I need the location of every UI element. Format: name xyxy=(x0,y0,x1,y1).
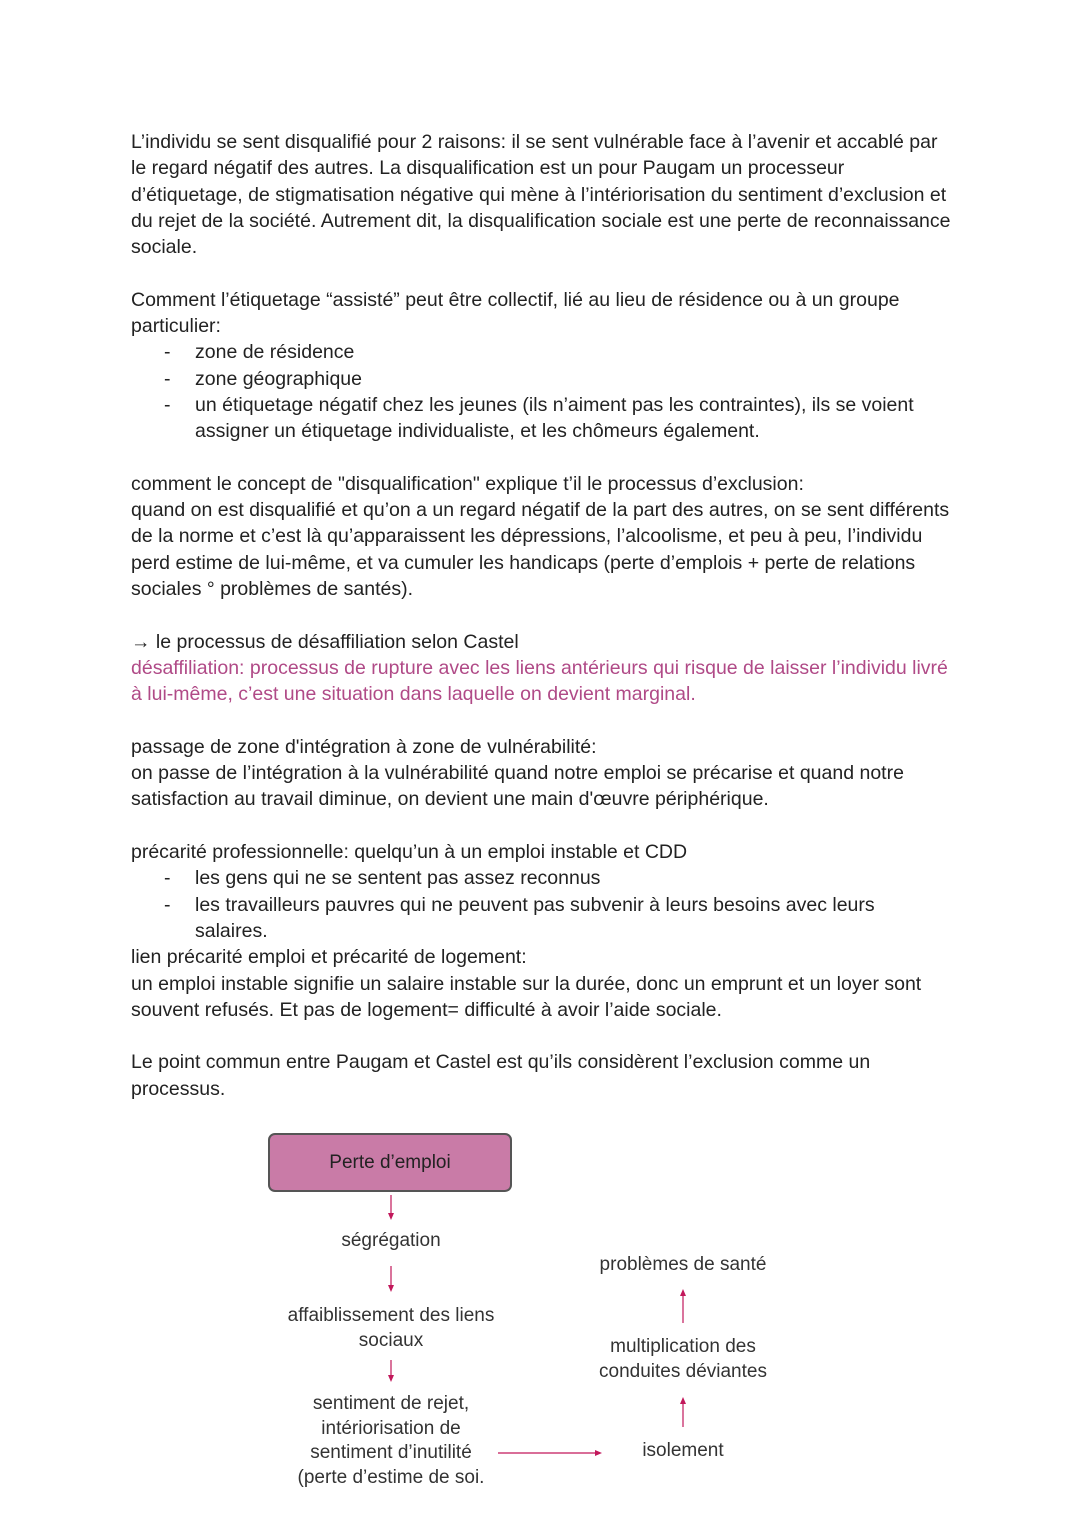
node-weakened-ties: affaiblissement des liens sociaux xyxy=(287,1305,495,1351)
start-node-label: Perte d’emploi xyxy=(329,1151,451,1173)
bullet-dash: - xyxy=(164,367,171,390)
labeling-question: Comment l’étiquetage “assisté” peut être collectif, lié au lieu de résidence ou à un groupe particulier: xyxy=(131,288,900,338)
node-isolation: isolement xyxy=(642,1440,724,1461)
list-item: - un étiquetage négatif chez les jeunes (ils n’aiment pas les contraintes), ils se voient assigner un étiquetage individualiste, et les chômeurs également. xyxy=(164,393,914,443)
arrow-down-icon xyxy=(388,1195,394,1220)
arrow-right-icon xyxy=(498,1450,602,1456)
precarity-heading: précarité professionnelle: quelqu’un à un emploi instable et CDD xyxy=(131,841,688,864)
arrow-up-icon xyxy=(680,1397,686,1427)
list-item: - zone géographique xyxy=(131,366,951,392)
bullet-dash: - xyxy=(164,341,171,364)
intro-paragraph: L’individu se sent disqualifié pour 2 raisons: il se sent vulnérable face à l’avenir et accablé par le regard négatif des autres. La disqualification est un pour Paugam un processeur d’étiquetage, de stigmatisation négative qui mène à l’intériorisation du sentiment d’exclusion et du rejet de la société. Autrement dit, la disqualification sociale est une perte de reconnaissance sociale. xyxy=(131,131,951,259)
housing-answer: un emploi instable signifie un salaire instable sur la durée, donc un emprunt et un loyer sont souvent refusés. Et pas de logement= difficulté à avoir l’aide sociale. xyxy=(131,972,922,1021)
disqualification-answer: quand on est disqualifié et qu’on a un regard négatif de la part des autres, on se sent différents de la norme et c’est là qu’apparaissent les dépressions, l’alcoolisme, et peu à peu, l’individu perd estime de lui-même, et va cumuler les handicaps (perte d’emplois + perte de relations sociales ° problèmes de santés). xyxy=(131,499,950,601)
arrow-down-icon xyxy=(388,1360,394,1382)
node-health-problems: problèmes de santé xyxy=(599,1254,767,1275)
node-segregation: ségrégation xyxy=(341,1230,441,1251)
bullet-dash: - xyxy=(164,867,171,890)
vulnerability-question: passage de zone d'intégration à zone de vulnérabilité: xyxy=(131,735,597,758)
arrow-up-icon xyxy=(680,1289,686,1323)
bullet-dash: - xyxy=(164,893,171,916)
castel-definition: désaffiliation: processus de rupture avec les liens antérieurs qui risque de laisser l’individu livré à lui-même, c’est une situation dans laquelle on devient marginal. xyxy=(131,656,948,706)
conclusion-text: Le point commun entre Paugam et Castel est qu’ils considèrent l’exclusion comme un processus. xyxy=(131,1051,871,1100)
castel-heading: → le processus de désaffiliation selon Castel xyxy=(131,630,519,653)
bullet-dash: - xyxy=(164,393,171,416)
arrow-down-icon xyxy=(388,1266,394,1292)
list-item: - les gens qui ne se sentent pas assez reconnus xyxy=(131,865,951,891)
list-item: - les travailleurs pauvres qui ne peuvent pas subvenir à leurs besoins avec leurs salaires. xyxy=(164,893,875,942)
disqualification-question: comment le concept de "disqualification" explique t’il le processus d’exclusion: xyxy=(131,472,804,495)
list-item: - zone de résidence xyxy=(131,339,951,365)
vulnerability-answer: on passe de l’intégration à la vulnérabilité quand notre emploi se précarise et quand notre satisfaction au travail diminue, on devient une main d'œuvre périphérique. xyxy=(131,762,904,811)
node-deviant-behaviour: multiplication des conduites déviantes xyxy=(599,1336,767,1382)
node-rejection-feeling: sentiment de rejet, intériorisation de sentiment d’inutilité (perte d’estime de soi. xyxy=(297,1393,485,1488)
housing-question: lien précarité emploi et précarité de logement: xyxy=(131,946,527,969)
